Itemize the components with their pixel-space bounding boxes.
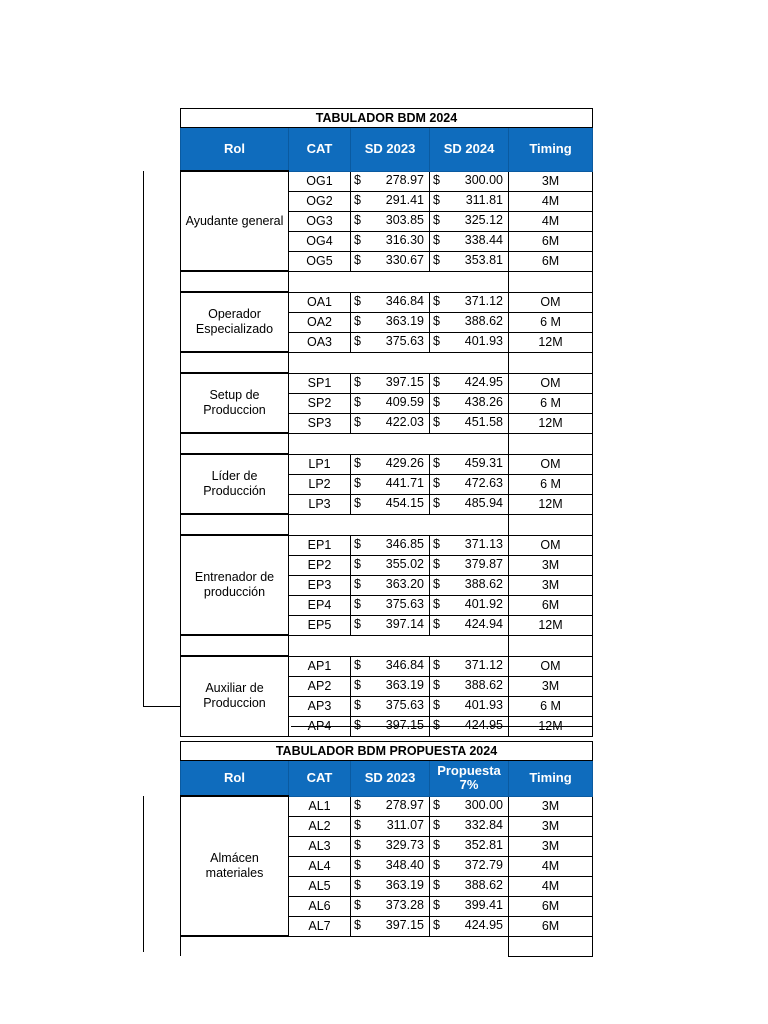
sd-2023-cell bbox=[351, 856, 430, 876]
amount-value: 438.26 bbox=[464, 394, 503, 409]
sd-2024-cell bbox=[430, 676, 509, 696]
rol-cell: Almácen materiales bbox=[181, 796, 289, 936]
currency-symbol: $ bbox=[354, 293, 361, 308]
currency-symbol: $ bbox=[354, 817, 361, 832]
currency-symbol: $ bbox=[354, 475, 361, 490]
amount-value: 338.44 bbox=[464, 232, 503, 247]
sd-2024-cell bbox=[430, 231, 509, 251]
currency-symbol: $ bbox=[433, 657, 440, 672]
cat-cell: AL2 bbox=[289, 816, 351, 836]
spacer-cell bbox=[289, 936, 509, 956]
amount-value: 429.26 bbox=[385, 455, 424, 470]
spacer-cell bbox=[181, 433, 289, 454]
left-bracket-line-2 bbox=[143, 796, 144, 952]
rol-cell: Operador Especializado bbox=[181, 292, 289, 352]
timing-cell: 6 M bbox=[509, 474, 593, 494]
currency-symbol: $ bbox=[433, 837, 440, 852]
sd-2023-cell bbox=[351, 312, 430, 332]
currency-symbol: $ bbox=[433, 394, 440, 409]
amount-value: 363.20 bbox=[385, 576, 424, 591]
amount-value: 401.93 bbox=[464, 697, 503, 712]
sd-2023-cell bbox=[351, 171, 430, 191]
header-propuesta-line1: Propuesta bbox=[437, 763, 501, 779]
sd-2024-cell bbox=[430, 251, 509, 271]
table-row bbox=[181, 454, 593, 474]
cat-cell: AL1 bbox=[289, 796, 351, 816]
amount-value: 401.92 bbox=[464, 596, 503, 611]
amount-value: 397.15 bbox=[385, 917, 424, 932]
cat-cell: AL3 bbox=[289, 836, 351, 856]
sd-2023-cell bbox=[351, 615, 430, 635]
amount-value: 375.63 bbox=[385, 333, 424, 348]
cat-cell: OG5 bbox=[289, 251, 351, 271]
sd-2023-cell bbox=[351, 332, 430, 352]
spacer-cell bbox=[289, 271, 509, 292]
amount-value: 401.93 bbox=[464, 333, 503, 348]
amount-value: 371.13 bbox=[464, 536, 503, 551]
timing-cell: 12M bbox=[509, 332, 593, 352]
currency-symbol: $ bbox=[433, 212, 440, 227]
currency-symbol: $ bbox=[433, 374, 440, 389]
currency-symbol: $ bbox=[354, 394, 361, 409]
sd-2024-cell bbox=[430, 716, 509, 736]
sd-2024-cell bbox=[430, 312, 509, 332]
timing-cell: 3M bbox=[509, 575, 593, 595]
sd-2023-cell bbox=[351, 836, 430, 856]
timing-cell: OM bbox=[509, 454, 593, 474]
amount-value: 409.59 bbox=[385, 394, 424, 409]
cat-cell: AL4 bbox=[289, 856, 351, 876]
currency-symbol: $ bbox=[433, 596, 440, 611]
amount-value: 399.41 bbox=[464, 897, 503, 912]
amount-value: 303.85 bbox=[385, 212, 424, 227]
timing-cell: 12M bbox=[509, 494, 593, 514]
sd-2024-cell bbox=[430, 211, 509, 231]
amount-value: 454.15 bbox=[385, 495, 424, 510]
sd-2024-cell bbox=[430, 454, 509, 474]
amount-value: 424.95 bbox=[464, 374, 503, 389]
sd-2024-cell bbox=[430, 876, 509, 896]
amount-value: 388.62 bbox=[464, 877, 503, 892]
timing-cell: 3M bbox=[509, 836, 593, 856]
spacer-cell bbox=[289, 352, 509, 373]
currency-symbol: $ bbox=[354, 897, 361, 912]
sd-2023-cell bbox=[351, 575, 430, 595]
amount-value: 346.84 bbox=[385, 657, 424, 672]
currency-symbol: $ bbox=[433, 293, 440, 308]
currency-symbol: $ bbox=[354, 536, 361, 551]
amount-value: 371.12 bbox=[464, 293, 503, 308]
timing-cell: 6 M bbox=[509, 312, 593, 332]
header-cat: CAT bbox=[289, 761, 351, 797]
timing-cell: 3M bbox=[509, 171, 593, 191]
currency-symbol: $ bbox=[354, 657, 361, 672]
amount-value: 397.15 bbox=[385, 374, 424, 389]
amount-value: 300.00 bbox=[464, 172, 503, 187]
timing-cell: 6 M bbox=[509, 696, 593, 716]
cat-cell: EP1 bbox=[289, 535, 351, 555]
sd-2024-cell bbox=[430, 191, 509, 211]
sd-2023-cell bbox=[351, 211, 430, 231]
currency-symbol: $ bbox=[354, 797, 361, 812]
rol-cell: Entrenador de producción bbox=[181, 535, 289, 635]
cat-cell: AL6 bbox=[289, 896, 351, 916]
sd-2023-cell bbox=[351, 916, 430, 936]
amount-value: 424.95 bbox=[464, 917, 503, 932]
cat-cell: AP3 bbox=[289, 696, 351, 716]
currency-symbol: $ bbox=[433, 897, 440, 912]
currency-symbol: $ bbox=[433, 232, 440, 247]
currency-symbol: $ bbox=[354, 917, 361, 932]
table-row bbox=[181, 373, 593, 393]
amount-value: 422.03 bbox=[385, 414, 424, 429]
amount-value: 375.63 bbox=[385, 697, 424, 712]
currency-symbol: $ bbox=[354, 172, 361, 187]
cat-cell: AP4 bbox=[289, 716, 351, 736]
amount-value: 441.71 bbox=[385, 475, 424, 490]
amount-value: 325.12 bbox=[464, 212, 503, 227]
currency-symbol: $ bbox=[354, 857, 361, 872]
sd-2024-cell bbox=[430, 535, 509, 555]
spacer-cell bbox=[509, 514, 593, 535]
amount-value: 346.85 bbox=[385, 536, 424, 551]
header-cat: CAT bbox=[289, 128, 351, 172]
spacer-cell bbox=[509, 271, 593, 292]
currency-symbol: $ bbox=[354, 374, 361, 389]
table-row bbox=[181, 796, 593, 816]
spacer-cell bbox=[509, 352, 593, 373]
table-row bbox=[181, 535, 593, 555]
sd-2024-cell bbox=[430, 474, 509, 494]
sd-2023-cell bbox=[351, 896, 430, 916]
sd-2023-cell bbox=[351, 876, 430, 896]
timing-cell: 6M bbox=[509, 251, 593, 271]
table-row bbox=[181, 292, 593, 312]
table-row bbox=[181, 656, 593, 676]
spacer-cell bbox=[289, 635, 509, 656]
sd-2023-cell bbox=[351, 676, 430, 696]
currency-symbol: $ bbox=[433, 192, 440, 207]
sd-2024-cell bbox=[430, 575, 509, 595]
amount-value: 472.63 bbox=[464, 475, 503, 490]
currency-symbol: $ bbox=[433, 252, 440, 267]
amount-value: 352.81 bbox=[464, 837, 503, 852]
cat-cell: SP3 bbox=[289, 413, 351, 433]
amount-value: 379.87 bbox=[464, 556, 503, 571]
cat-cell: AL5 bbox=[289, 876, 351, 896]
cat-cell: OG3 bbox=[289, 211, 351, 231]
tabulador-2024-table bbox=[180, 108, 593, 737]
sd-2024-cell bbox=[430, 896, 509, 916]
header-timing: Timing bbox=[509, 128, 593, 172]
sd-2024-cell bbox=[430, 856, 509, 876]
currency-symbol: $ bbox=[433, 857, 440, 872]
spacer-row bbox=[181, 352, 593, 373]
sd-2024-cell bbox=[430, 332, 509, 352]
spacer-cell bbox=[289, 433, 509, 454]
currency-symbol: $ bbox=[354, 455, 361, 470]
amount-value: 278.97 bbox=[385, 172, 424, 187]
currency-symbol: $ bbox=[433, 556, 440, 571]
amount-value: 330.67 bbox=[385, 252, 424, 267]
currency-symbol: $ bbox=[433, 697, 440, 712]
spacer-cell bbox=[509, 433, 593, 454]
amount-value: 346.84 bbox=[385, 293, 424, 308]
currency-symbol: $ bbox=[354, 232, 361, 247]
currency-symbol: $ bbox=[433, 495, 440, 510]
timing-cell: 12M bbox=[509, 716, 593, 736]
tabulador-propuesta-table bbox=[180, 741, 593, 957]
currency-symbol: $ bbox=[354, 252, 361, 267]
amount-value: 300.00 bbox=[464, 797, 503, 812]
left-bracket-foot-1 bbox=[143, 706, 181, 707]
cat-cell: SP1 bbox=[289, 373, 351, 393]
currency-symbol: $ bbox=[433, 333, 440, 348]
sd-2024-cell bbox=[430, 373, 509, 393]
amount-value: 355.02 bbox=[385, 556, 424, 571]
header-sd-2024: SD 2024 bbox=[430, 128, 509, 172]
timing-cell: 3M bbox=[509, 816, 593, 836]
currency-symbol: $ bbox=[433, 313, 440, 328]
left-bracket-line-1 bbox=[143, 171, 144, 707]
sd-2024-cell bbox=[430, 816, 509, 836]
sd-2023-cell bbox=[351, 656, 430, 676]
timing-cell: 4M bbox=[509, 856, 593, 876]
amount-value: 424.94 bbox=[464, 616, 503, 631]
sd-2024-cell bbox=[430, 393, 509, 413]
spacer-row bbox=[181, 936, 593, 956]
cat-cell: AP1 bbox=[289, 656, 351, 676]
sd-2023-cell bbox=[351, 393, 430, 413]
cat-cell: LP3 bbox=[289, 494, 351, 514]
currency-symbol: $ bbox=[354, 333, 361, 348]
timing-cell: 6 M bbox=[509, 393, 593, 413]
timing-cell: 4M bbox=[509, 191, 593, 211]
amount-value: 316.30 bbox=[385, 232, 424, 247]
header-sd-2023: SD 2023 bbox=[351, 761, 430, 797]
sd-2023-cell bbox=[351, 494, 430, 514]
sd-2023-cell bbox=[351, 595, 430, 615]
amount-value: 397.14 bbox=[385, 616, 424, 631]
header-rol: Rol bbox=[181, 128, 289, 172]
cat-cell: OA2 bbox=[289, 312, 351, 332]
amount-value: 371.12 bbox=[464, 657, 503, 672]
sd-2024-cell bbox=[430, 595, 509, 615]
spacer-cell bbox=[509, 936, 593, 956]
spacer-row bbox=[181, 514, 593, 535]
timing-cell: 3M bbox=[509, 676, 593, 696]
cat-cell: AP2 bbox=[289, 676, 351, 696]
amount-value: 397.15 bbox=[385, 717, 424, 732]
currency-symbol: $ bbox=[354, 596, 361, 611]
table-title: TABULADOR BDM PROPUESTA 2024 bbox=[181, 742, 593, 761]
timing-cell: 6M bbox=[509, 595, 593, 615]
cat-cell: OG4 bbox=[289, 231, 351, 251]
sd-2023-cell bbox=[351, 716, 430, 736]
currency-symbol: $ bbox=[433, 414, 440, 429]
amount-value: 329.73 bbox=[385, 837, 424, 852]
timing-cell: OM bbox=[509, 535, 593, 555]
cat-cell: EP4 bbox=[289, 595, 351, 615]
sd-2024-cell bbox=[430, 796, 509, 816]
header-rol: Rol bbox=[181, 761, 289, 797]
currency-symbol: $ bbox=[354, 877, 361, 892]
sd-2023-cell bbox=[351, 454, 430, 474]
sd-2023-cell bbox=[351, 191, 430, 211]
currency-symbol: $ bbox=[433, 877, 440, 892]
timing-cell: 6M bbox=[509, 231, 593, 251]
sd-2024-cell bbox=[430, 413, 509, 433]
currency-symbol: $ bbox=[354, 414, 361, 429]
timing-cell: 12M bbox=[509, 413, 593, 433]
timing-cell: 6M bbox=[509, 916, 593, 936]
sd-2023-cell bbox=[351, 413, 430, 433]
currency-symbol: $ bbox=[354, 837, 361, 852]
header-sd-2023: SD 2023 bbox=[351, 128, 430, 172]
sd-2024-cell bbox=[430, 696, 509, 716]
amount-value: 348.40 bbox=[385, 857, 424, 872]
table-title: TABULADOR BDM 2024 bbox=[181, 109, 593, 128]
cat-cell: EP3 bbox=[289, 575, 351, 595]
amount-value: 459.31 bbox=[464, 455, 503, 470]
currency-symbol: $ bbox=[433, 717, 440, 732]
timing-cell: OM bbox=[509, 292, 593, 312]
currency-symbol: $ bbox=[433, 455, 440, 470]
sd-2024-cell bbox=[430, 171, 509, 191]
sd-2024-cell bbox=[430, 494, 509, 514]
amount-value: 363.19 bbox=[385, 313, 424, 328]
spacer-cell bbox=[181, 936, 289, 956]
timing-cell: 3M bbox=[509, 555, 593, 575]
rol-cell: Auxiliar de Produccion bbox=[181, 656, 289, 736]
amount-value: 363.19 bbox=[385, 677, 424, 692]
timing-cell: OM bbox=[509, 656, 593, 676]
amount-value: 388.62 bbox=[464, 313, 503, 328]
currency-symbol: $ bbox=[354, 677, 361, 692]
table-row bbox=[181, 171, 593, 191]
amount-value: 311.81 bbox=[465, 192, 503, 207]
sd-2023-cell bbox=[351, 373, 430, 393]
amount-value: 291.41 bbox=[385, 192, 424, 207]
spacer-cell bbox=[289, 514, 509, 535]
cat-cell: OA3 bbox=[289, 332, 351, 352]
sd-2023-cell bbox=[351, 474, 430, 494]
currency-symbol: $ bbox=[433, 677, 440, 692]
currency-symbol: $ bbox=[354, 576, 361, 591]
rol-cell: Líder de Producción bbox=[181, 454, 289, 514]
sd-2023-cell bbox=[351, 251, 430, 271]
currency-symbol: $ bbox=[354, 495, 361, 510]
currency-symbol: $ bbox=[433, 797, 440, 812]
currency-symbol: $ bbox=[354, 616, 361, 631]
spacer-cell bbox=[181, 271, 289, 292]
header-propuesta-line2: 7% bbox=[459, 777, 479, 793]
cat-cell: EP2 bbox=[289, 555, 351, 575]
currency-symbol: $ bbox=[354, 313, 361, 328]
spacer-cell bbox=[509, 635, 593, 656]
cat-cell: LP2 bbox=[289, 474, 351, 494]
amount-value: 372.79 bbox=[464, 857, 503, 872]
sd-2023-cell bbox=[351, 292, 430, 312]
spacer-row bbox=[181, 433, 593, 454]
header-timing: Timing bbox=[509, 761, 593, 797]
timing-cell: 12M bbox=[509, 615, 593, 635]
amount-value: 451.58 bbox=[464, 414, 503, 429]
sd-2024-cell bbox=[430, 656, 509, 676]
amount-value: 311.07 bbox=[386, 817, 424, 832]
cat-cell: OG2 bbox=[289, 191, 351, 211]
cat-cell: LP1 bbox=[289, 454, 351, 474]
header-propuesta bbox=[430, 761, 509, 797]
currency-symbol: $ bbox=[354, 192, 361, 207]
amount-value: 375.63 bbox=[385, 596, 424, 611]
rol-cell: Setup de Produccion bbox=[181, 373, 289, 433]
currency-symbol: $ bbox=[354, 697, 361, 712]
timing-cell: 4M bbox=[509, 876, 593, 896]
spacer-cell bbox=[181, 635, 289, 656]
timing-cell: OM bbox=[509, 373, 593, 393]
amount-value: 388.62 bbox=[464, 677, 503, 692]
cat-cell: OA1 bbox=[289, 292, 351, 312]
spacer-row bbox=[181, 635, 593, 656]
amount-value: 332.84 bbox=[464, 817, 503, 832]
sd-2024-cell bbox=[430, 555, 509, 575]
sd-2023-cell bbox=[351, 535, 430, 555]
sd-2023-cell bbox=[351, 231, 430, 251]
currency-symbol: $ bbox=[354, 212, 361, 227]
spacer-row bbox=[181, 271, 593, 292]
amount-value: 363.19 bbox=[385, 877, 424, 892]
amount-value: 388.62 bbox=[464, 576, 503, 591]
currency-symbol: $ bbox=[433, 536, 440, 551]
amount-value: 353.81 bbox=[464, 252, 503, 267]
rol-cell: Ayudante general bbox=[181, 171, 289, 271]
currency-symbol: $ bbox=[354, 556, 361, 571]
sd-2024-cell bbox=[430, 916, 509, 936]
sd-2023-cell bbox=[351, 816, 430, 836]
currency-symbol: $ bbox=[433, 172, 440, 187]
timing-cell: 3M bbox=[509, 796, 593, 816]
currency-symbol: $ bbox=[433, 917, 440, 932]
sd-2024-cell bbox=[430, 836, 509, 856]
amount-value: 424.95 bbox=[464, 717, 503, 732]
cat-cell: OG1 bbox=[289, 171, 351, 191]
currency-symbol: $ bbox=[433, 576, 440, 591]
sd-2024-cell bbox=[430, 292, 509, 312]
currency-symbol: $ bbox=[433, 817, 440, 832]
sd-2023-cell bbox=[351, 696, 430, 716]
timing-cell: 6M bbox=[509, 896, 593, 916]
sd-2023-cell bbox=[351, 555, 430, 575]
timing-cell: 4M bbox=[509, 211, 593, 231]
cat-cell: AL7 bbox=[289, 916, 351, 936]
sd-2024-cell bbox=[430, 615, 509, 635]
currency-symbol: $ bbox=[433, 616, 440, 631]
amount-value: 485.94 bbox=[464, 495, 503, 510]
cat-cell: SP2 bbox=[289, 393, 351, 413]
sd-2023-cell bbox=[351, 796, 430, 816]
currency-symbol: $ bbox=[354, 717, 361, 732]
spacer-cell bbox=[181, 352, 289, 373]
currency-symbol: $ bbox=[433, 475, 440, 490]
spacer-cell bbox=[181, 514, 289, 535]
cat-cell: EP5 bbox=[289, 615, 351, 635]
amount-value: 278.97 bbox=[385, 797, 424, 812]
amount-value: 373.28 bbox=[385, 897, 424, 912]
